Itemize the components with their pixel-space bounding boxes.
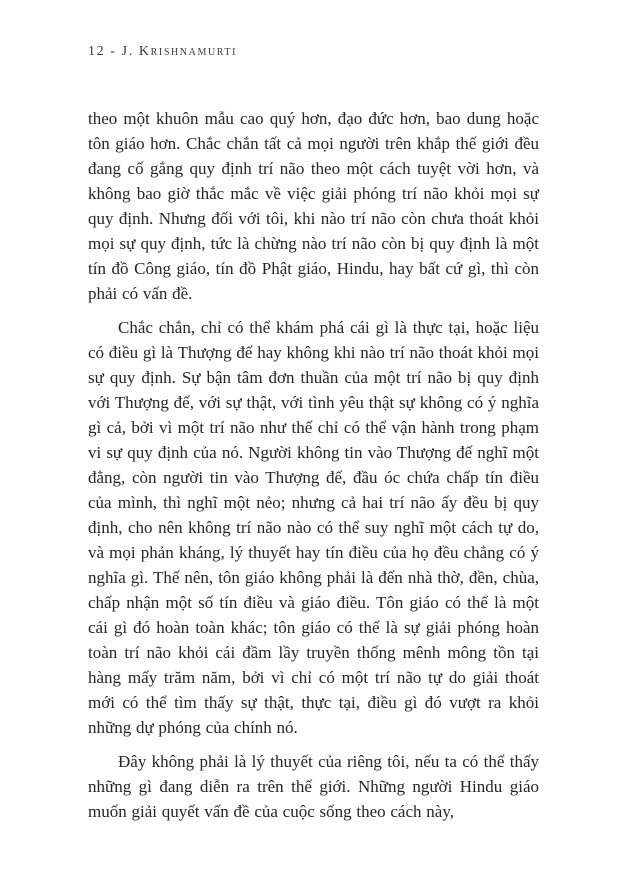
paragraph-2: Chắc chắn, chỉ có thể khám phá cái gì là thực tại, hoặc liệu có điều gì là Thượng đế hay không khi nào trí não thoát khỏi mọi sự quy định. Sự bận tâm đơn thuần của một trí não bị quy định với Thượng đế, với sự thật, với tình yêu thật sự không có ý nghĩa gì cả, bởi vì một trí não như thế chỉ có thể vận hành trong phạm vi sự quy định của nó. Người không tin vào Thượng đế nghĩ một đằng, còn người tin vào Thượng đế, đầu óc chứa chấp tín điều của mình, thì nghĩ một nẻo; nhưng cả hai trí não ấy đều bị quy định, cho nên không trí não nào có thể suy nghĩ một cách tự do, và mọi phản kháng, lý thuyết hay tín điều của họ đều chẳng có ý nghĩa gì. Thế nên, tôn giáo không phải là đến nhà thờ, đền, chùa, chấp nhận một số tín điều và giáo điều. Tôn giáo có thể là một cái gì đó hoàn toàn khác; tôn giáo có thể là sự giải phóng hoàn toàn trí não khỏi cái đầm lầy truyền thống mênh mông tồn tại hàng mấy trăm năm, bởi vì chỉ có một trí não tự do giải thoát mới có thể tìm thấy sự thật, thực tại, điều gì đó vượt ra khỏi những dự phóng của chính nó. bbox=[88, 318, 539, 737]
page-body bbox=[88, 106, 539, 824]
page-header bbox=[88, 44, 539, 60]
paragraph-continuation: theo một khuôn mẫu cao quý hơn, đạo đức hơn, bao dung hoặc tôn giáo hơn. Chắc chắn tất cả mọi người trên khắp thế giới đều đang cố gắng quy định trí não theo một cách tuyệt vời hơn, và không bao giờ thắc mắc về việc giải phóng trí não khỏi mọi sự quy định. Nhưng đối với tôi, khi nào trí não còn chưa thoát khỏi mọi sự quy định, tức là chừng nào trí não còn bị quy định là một tín đồ Công giáo, tín đồ Phật giáo, Hindu, hay bất cứ gì, thì còn phải có vấn đề. bbox=[88, 109, 539, 303]
paragraph-3: Đây không phải là lý thuyết của riêng tôi, nếu ta có thể thấy những gì đang diễn ra trên thế giới. Những người Hindu giáo muốn giải quyết vấn đề của cuộc sống theo cách này, bbox=[88, 752, 539, 821]
page-number-and-author: 12 - J. Krishnamurti bbox=[88, 44, 238, 59]
